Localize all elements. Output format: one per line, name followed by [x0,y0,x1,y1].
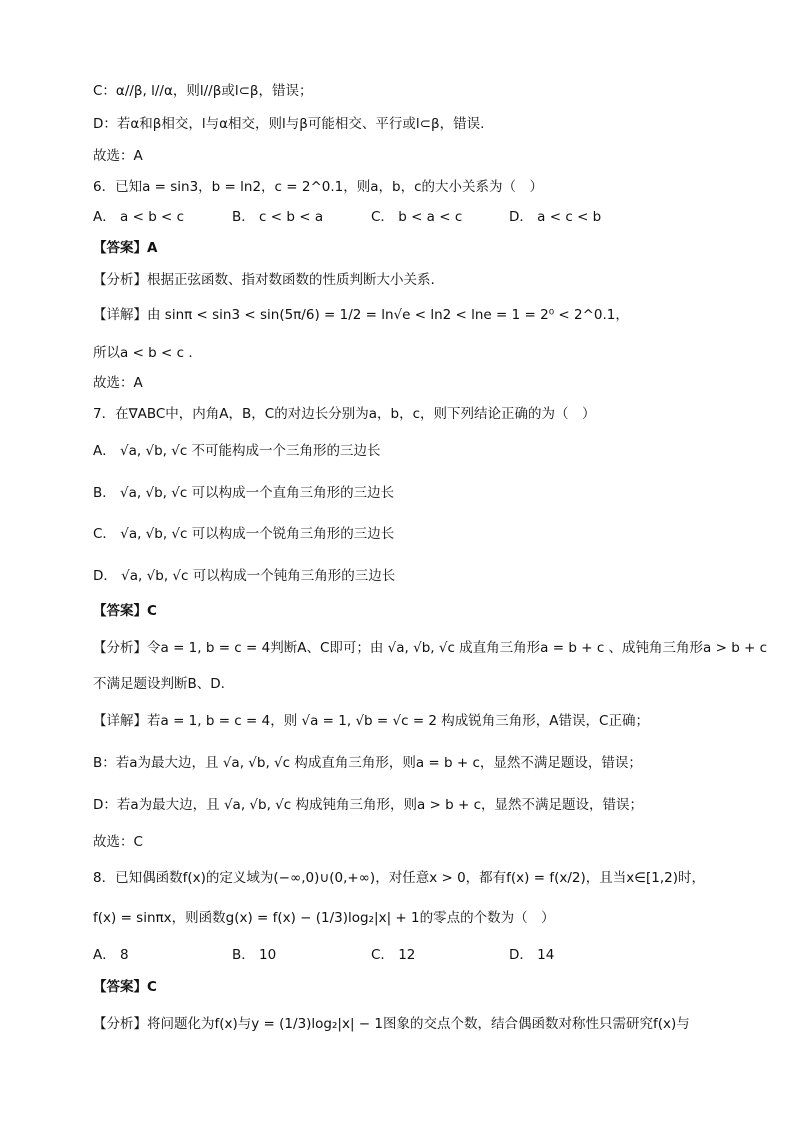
q7-option-a: A． √a, √b, √c 不可能构成一个三角形的三边长 [93,443,381,459]
question-8: 8．已知偶函数f(x)的定义域为(−∞,0)∪(0,+∞)，对任意x > 0，都有f(x) = f(x/2)，且当x∈[1,2)时， [93,870,705,886]
option-c-text: C：α//β, l//α，则l//β或l⊂β，错误； [93,83,313,99]
answer-select-q5: 故选：A [93,148,143,164]
q8-option-d: D． 14 [509,947,555,963]
q7-option-b: B． √a, √b, √c 可以构成一个直角三角形的三边长 [93,485,395,501]
q7-option-c: C． √a, √b, √c 可以构成一个锐角三角形的三边长 [93,526,395,542]
q6-conclusion: 所以a < b < c . [93,345,193,361]
q8-answer: 【答案】C [93,979,157,995]
q6-option-c: C． b < a < c [371,209,463,225]
q7-option-d: D． √a, √b, √c 可以构成一个钝角三角形的三边长 [93,568,396,584]
q7-analysis: 【分析】令a = 1, b = c = 4判断A、C即可；由 √a, √b, √c 成直角三角形a = b + c 、成钝角三角形a > b + c [93,640,768,656]
q6-option-b: B． c < b < a [232,209,324,225]
q6-detail: 【详解】由 sinπ < sin3 < sin(5π/6) = 1/2 = ln√e < ln2 < lne = 1 = 2⁰ < 2^0.1， [93,307,629,323]
answer-select-q7: 故选：C [93,834,143,850]
question-8-cont: f(x) = sinπx，则函数g(x) = f(x) − (1/3)log₂|x| + 1的零点的个数为（ ） [93,910,555,926]
q6-analysis: 【分析】根据正弦函数、指对数函数的性质判断大小关系. [93,272,435,288]
option-d-text: D：若α和β相交，l与α相交，则l与β可能相交、平行或l⊂β，错误. [93,116,485,132]
question-7: 7．在∇ABC中，内角A，B，C的对边长分别为a，b，c，则下列结论正确的为（ ） [93,406,596,422]
q8-option-c: C． 12 [371,947,416,963]
q7-analysis-cont: 不满足题设判断B、D. [93,676,225,692]
q6-option-d: D． a < c < b [509,209,602,225]
q7-detail-d: D：若a为最大边，且 √a, √b, √c 构成钝角三角形，则a > b + c，显然不满足题设，错误； [93,797,644,813]
q8-analysis: 【分析】将问题化为f(x)与y = (1/3)log₂|x| − 1图象的交点个数，结合偶函数对称性只需研究f(x)与 [93,1016,690,1032]
question-6: 6．已知a = sin3，b = ln2，c = 2^0.1，则a，b，c的大小关系为（ ） [93,179,543,195]
answer-select-q6: 故选：A [93,375,143,391]
q6-answer: 【答案】A [93,240,158,256]
q8-option-a: A． 8 [93,947,129,963]
q8-option-b: B． 10 [232,947,277,963]
q7-detail-b: B：若a为最大边，且 √a, √b, √c 构成直角三角形，则a = b + c，显然不满足题设，错误； [93,755,642,771]
q7-answer: 【答案】C [93,603,157,619]
q6-option-a: A． a < b < c [93,209,185,225]
q7-detail: 【详解】若a = 1, b = c = 4，则 √a = 1, √b = √c = 2 构成锐角三角形，A错误，C正确； [93,713,649,729]
